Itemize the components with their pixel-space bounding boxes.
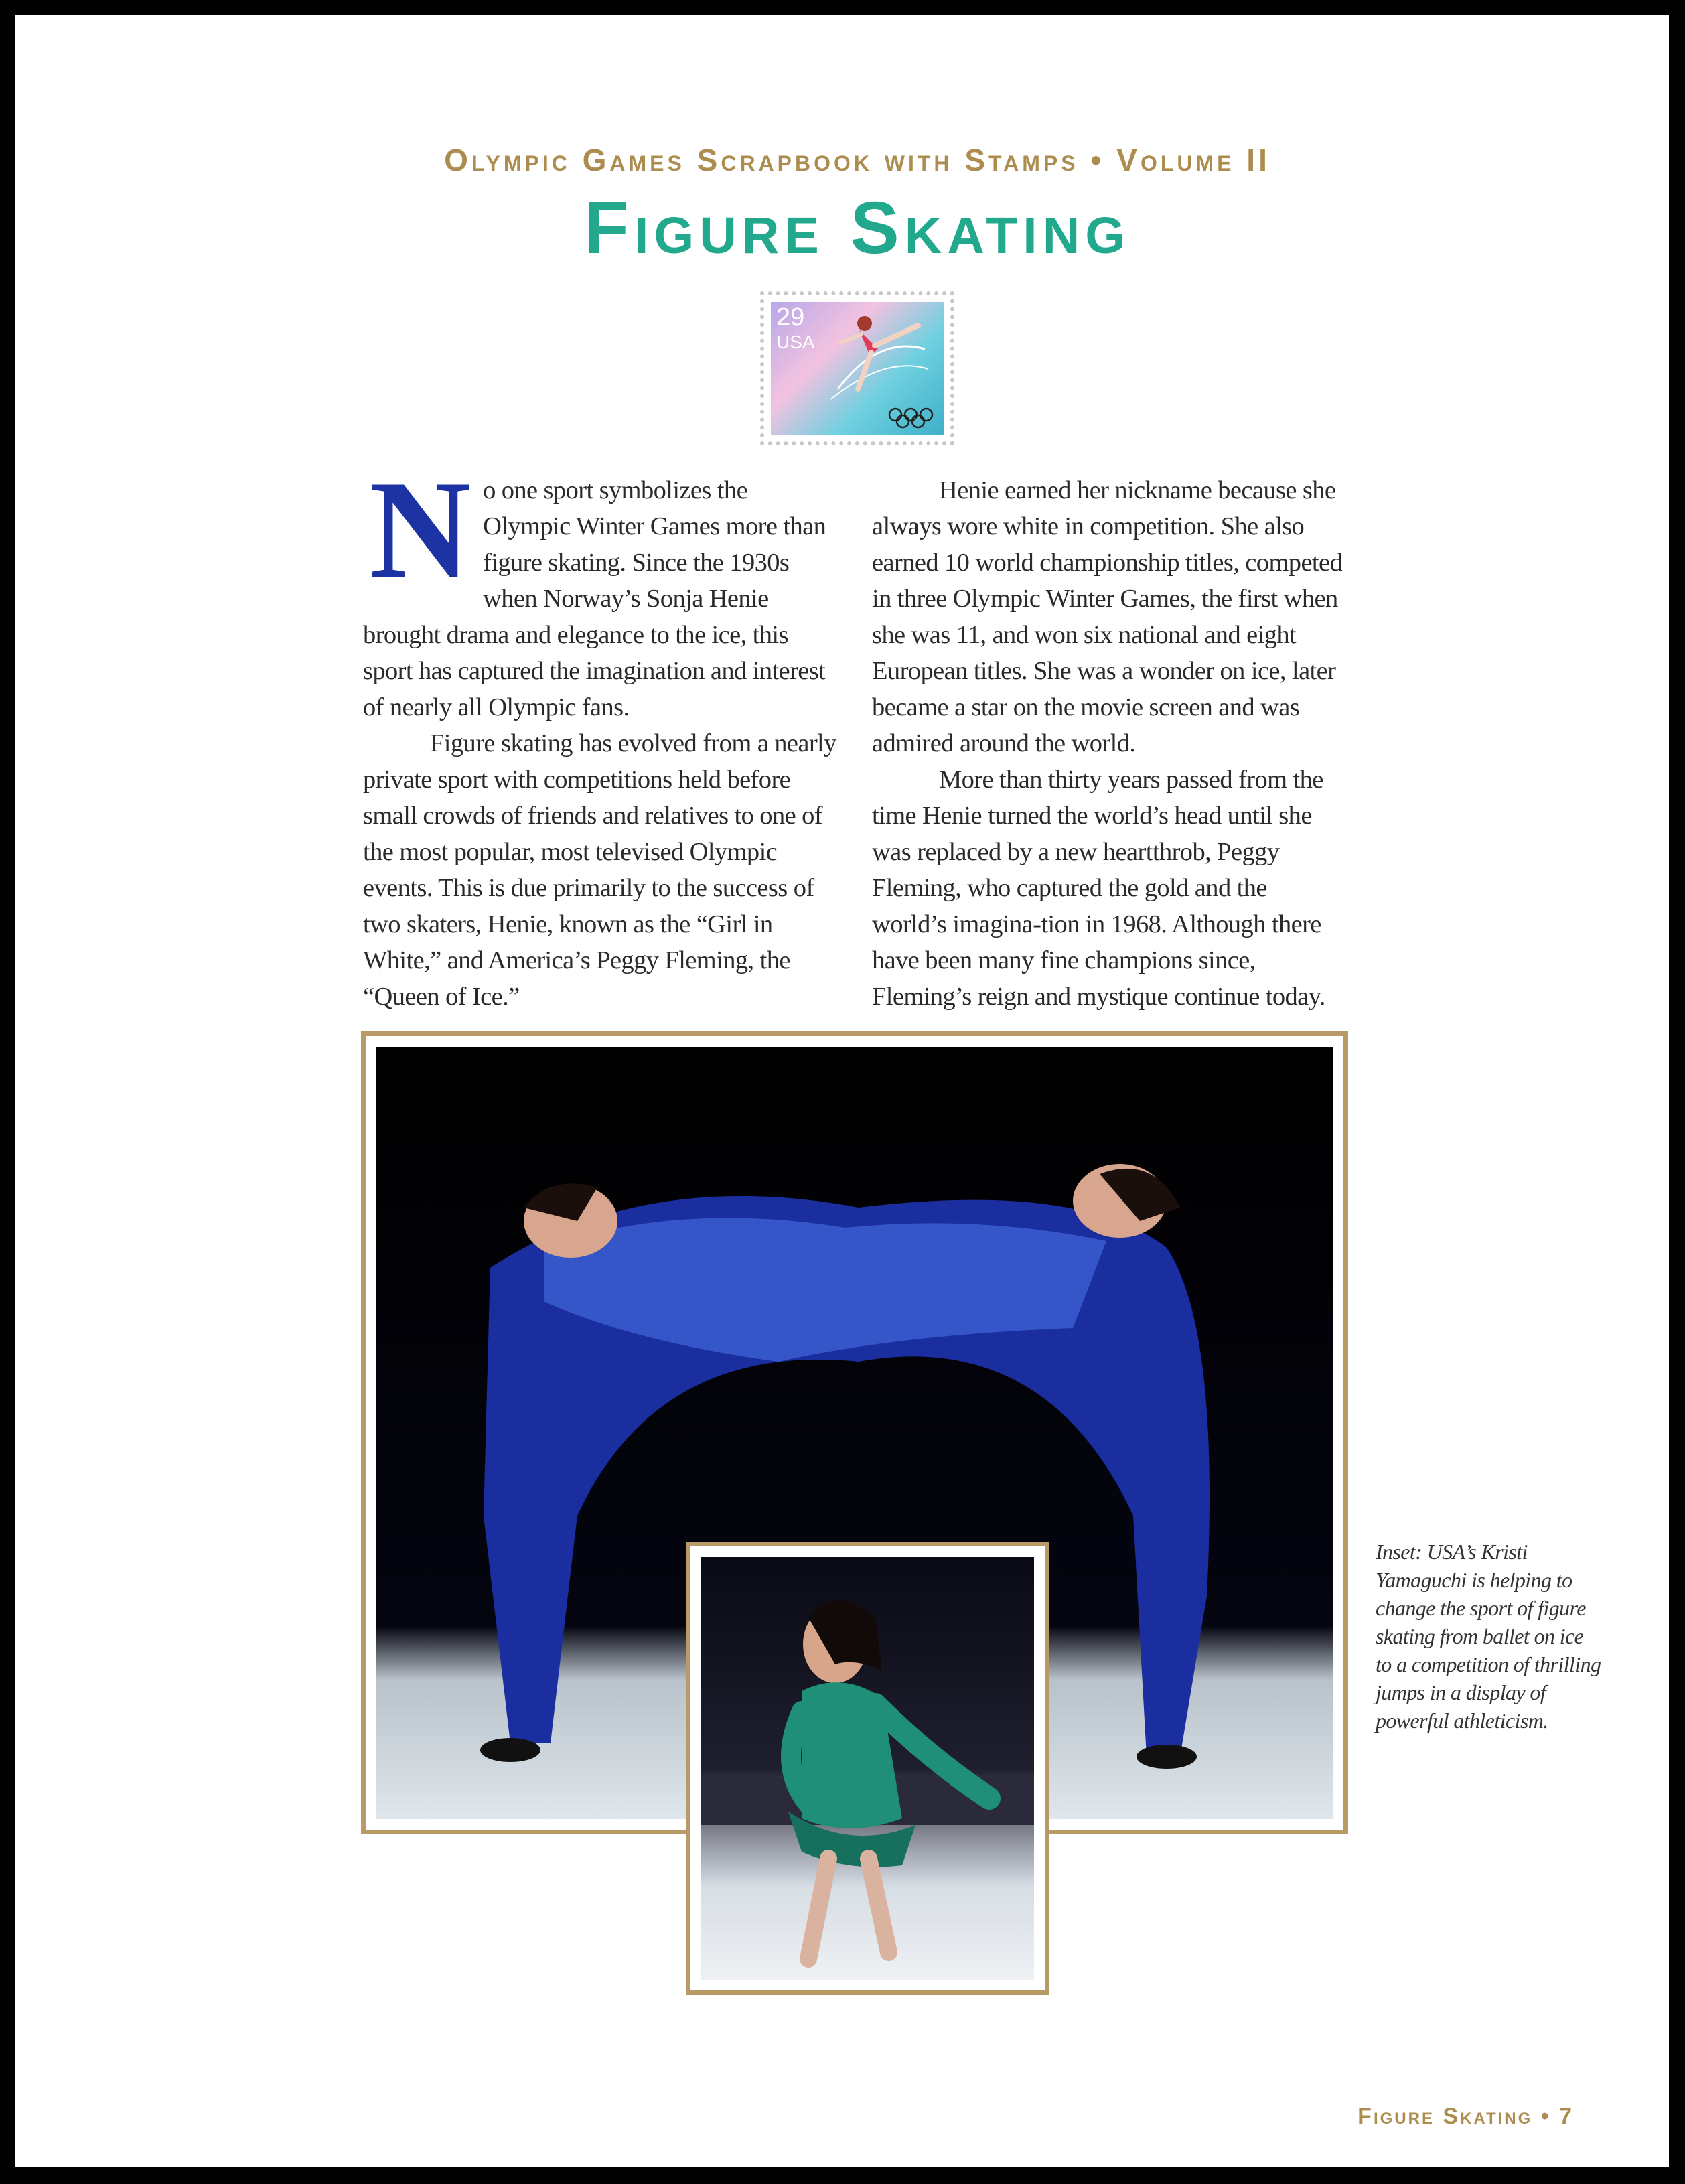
photo-kristi-yamaguchi — [701, 1557, 1034, 1980]
article-column-left — [363, 452, 838, 1015]
stamp-artwork — [771, 302, 944, 435]
article-paragraph — [363, 452, 838, 725]
drop-cap: N — [370, 452, 471, 607]
series-title: Olympic Games Scrapbook with Stamps • Volume II — [444, 143, 1270, 177]
page-title: Figure Skating — [583, 187, 1131, 269]
article-column-right — [872, 472, 1347, 1015]
yamaguchi-inset-photo — [686, 1542, 1049, 1995]
article-paragraph: More than thirty years passed from the time Henie turned the world’s head until she was replaced by a new heartthrob, Peggy Fleming, who captured the gold and the world’s imagina-tion in 1968. Although there have been many fine champions since, Fleming’s reign and mystique continue today. — [872, 766, 1325, 1011]
scrapbook-page — [15, 15, 1669, 2167]
olympic-rings-icon — [887, 407, 934, 429]
photo-caption: Inset: USA’s Kristi Yamaguchi is helping to change the sport of figure skating from ballet on ice to a competition of thrilling jumps in a display of powerful athleticism. — [1376, 1540, 1601, 1733]
page-footer: Figure Skating • 7 — [1358, 2104, 1574, 2129]
article-paragraph-text: o one sport symbolizes the Olympic Winter Games more than figure skating. Since the 1930s when Norway’s Sonja Henie brought drama and elegance to the ice, this sport has captured the imagination and interest of nearly all Olympic fans. — [363, 476, 826, 721]
figure-skater-illustration — [824, 309, 932, 409]
stamp-country: USA — [776, 332, 815, 352]
postage-stamp — [760, 291, 954, 445]
article-paragraph: Figure skating has evolved from a nearly private sport with competitions held before small crowds of friends and relatives to one of the most popular, most televised Olympic events. This is due primarily to the success of two skaters, Henie, known as the “Girl in White,” and America’s Peggy Fleming, the “Queen of Ice.” — [363, 729, 836, 1011]
article-paragraph: Henie earned her nickname because she always wore white in competition. She also earned 10 world championship titles, competed in three Olympic Winter Games, the first when she was 11, and won six national and eight European titles. She was a wonder on ice, later became a star on the movie screen and was admired around the world. — [872, 476, 1343, 757]
skater-yamaguchi-illustration — [701, 1557, 1034, 1980]
stamp-value: 29 — [776, 303, 805, 332]
